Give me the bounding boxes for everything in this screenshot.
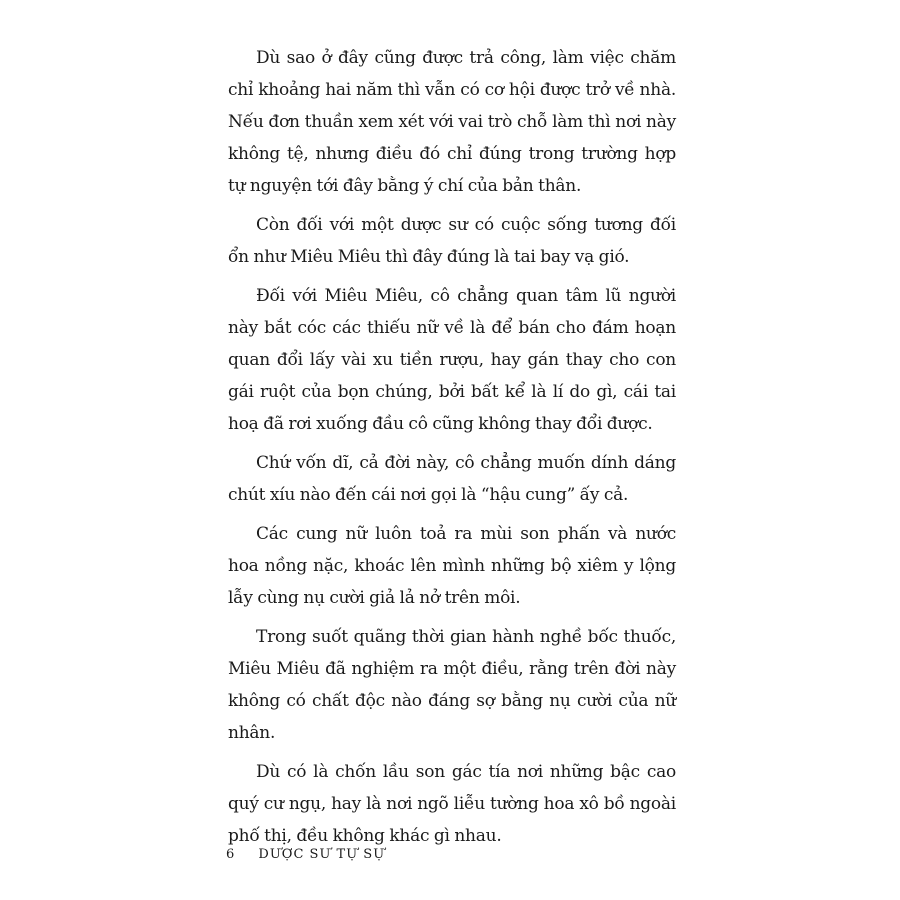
- paragraph-6: Trong suốt quãng thời gian hành nghề bốc thuốc, Miêu Miêu đã nghiệm ra một điều, rằng trên đời này không có chất độc nào đáng sợ bằng nụ cười của nữ nhân.: [228, 627, 676, 743]
- page-footer: [226, 847, 385, 862]
- paragraph-1: Dù sao ở đây cũng được trả công, làm việc chăm chỉ khoảng hai năm thì vẫn có cơ hội được trở về nhà. Nếu đơn thuần xem xét với vai trò chỗ làm thì nơi này không tệ, nhưng điều đó chỉ đúng trong trường hợp tự nguyện tới đây bằng ý chí của bản thân.: [228, 48, 676, 196]
- paragraph-2: Còn đối với một dược sư có cuộc sống tương đối ổn như Miêu Miêu thì đây đúng là tai bay vạ gió.: [228, 215, 676, 267]
- book-page-body: [228, 42, 676, 859]
- running-title: DƯỢC SƯ TỰ SỰ: [258, 847, 386, 862]
- page-number: 6: [226, 847, 236, 862]
- paragraph-7: Dù có là chốn lầu son gác tía nơi những bậc cao quý cư ngụ, hay là nơi ngõ liễu tường hoa xô bồ ngoài phố thị, đều không khác gì nhau.: [228, 762, 676, 846]
- paragraph-4: Chứ vốn dĩ, cả đời này, cô chẳng muốn dính dáng chút xíu nào đến cái nơi gọi là “hậu cung” ấy cả.: [228, 453, 676, 505]
- paragraph-3: Đối với Miêu Miêu, cô chẳng quan tâm lũ người này bắt cóc các thiếu nữ về là để bán cho đám hoạn quan đổi lấy vài xu tiền rượu, hay gán thay cho con gái ruột của bọn chúng, bởi bất kể là lí do gì, cái tai hoạ đã rơi xuống đầu cô cũng không thay đổi được.: [228, 286, 676, 434]
- paragraph-5: Các cung nữ luôn toả ra mùi son phấn và nước hoa nồng nặc, khoác lên mình những bộ xiêm y lộng lẫy cùng nụ cười giả lả nở trên môi.: [228, 524, 676, 608]
